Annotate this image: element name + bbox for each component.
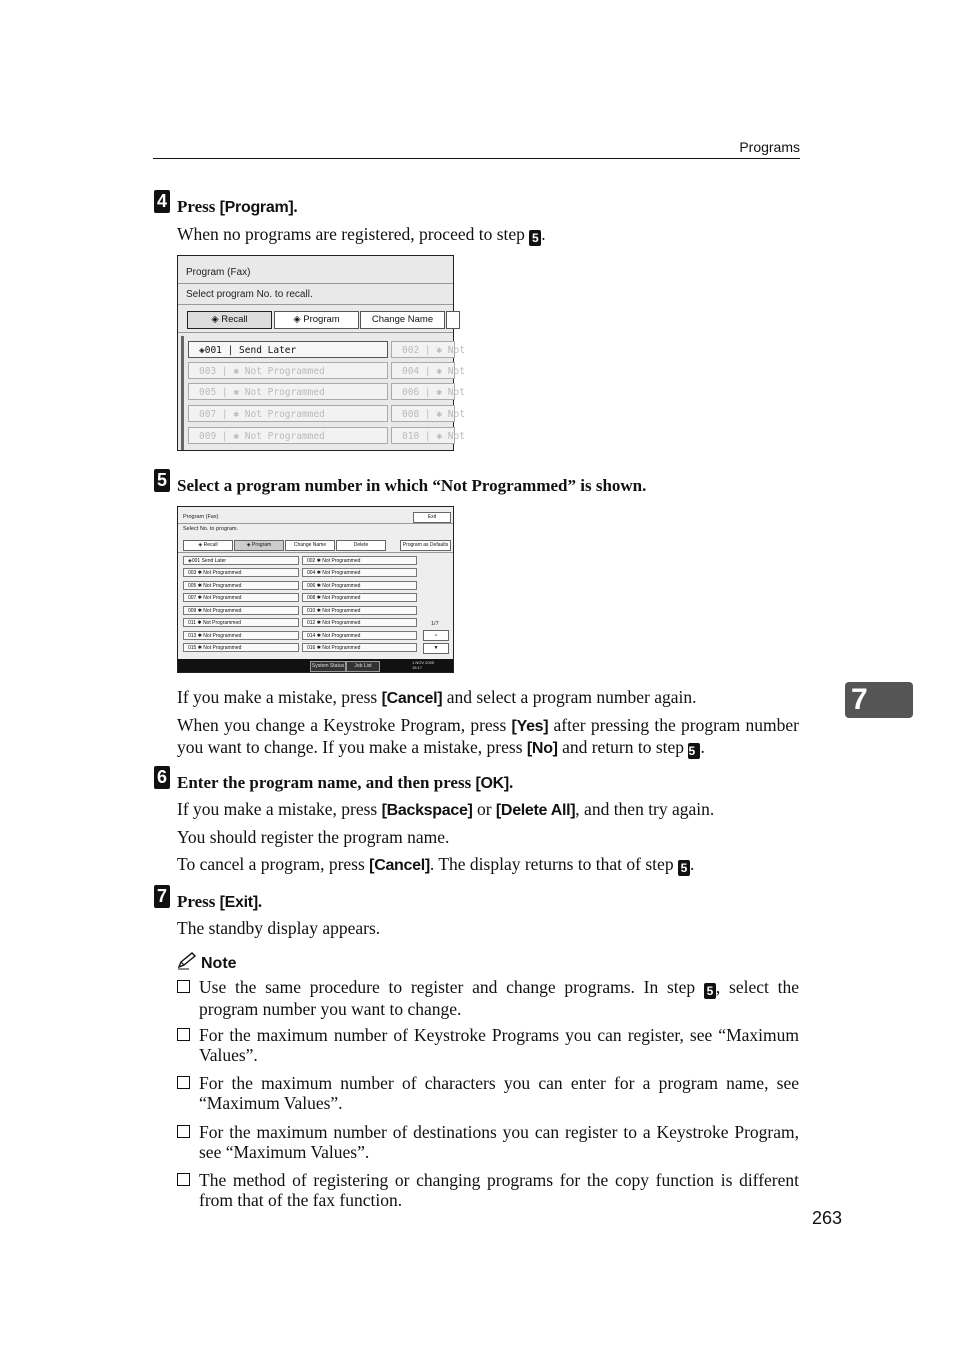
program-row[interactable]: 016 ✱ Not Programmed: [302, 643, 417, 652]
step-number: 6: [154, 766, 170, 789]
key-label: [Program]: [219, 199, 294, 216]
step-text: You should register the program name.: [177, 827, 450, 847]
step-number: 7: [154, 885, 170, 908]
header-rule: [153, 158, 800, 159]
program-row[interactable]: 008 ✱ Not Programmed: [302, 593, 417, 602]
program-row[interactable]: 009 ✱ Not Programmed: [183, 606, 299, 615]
program-fax-screen-recall: [177, 255, 465, 451]
checkbox-bullet-icon: [177, 980, 190, 993]
program-row[interactable]: 002 ✱ Not Programmed: [302, 556, 417, 565]
step-ref: 5: [678, 860, 690, 876]
step-ref: 5: [688, 743, 700, 759]
more-button[interactable]: [446, 311, 460, 329]
recall-button[interactable]: ◈ Recall: [183, 540, 233, 551]
checkbox-bullet-icon: [177, 1173, 190, 1186]
page-number: 263: [812, 1208, 843, 1228]
screen-instruction: Select No. to program.: [183, 526, 239, 532]
program-button[interactable]: ◈ Program: [274, 311, 359, 329]
status-bar: [178, 659, 453, 672]
note-item: For the maximum number of Keystroke Programs you can register, see “Maximum Values”.: [177, 1025, 799, 1067]
program-row[interactable]: 006 | ✱ Not: [391, 383, 455, 400]
step-title: Press [Program].: [177, 197, 298, 216]
exit-button[interactable]: Exit: [413, 512, 451, 523]
step-number: 4: [154, 190, 170, 213]
change-name-button[interactable]: Change Name: [360, 311, 445, 329]
step-text: The standby display appears.: [177, 918, 381, 938]
program-row[interactable]: 006 ✱ Not Programmed: [302, 581, 417, 590]
program-row[interactable]: 002 | ✱ Not: [391, 341, 455, 358]
program-button[interactable]: ◈ Program: [234, 540, 284, 551]
screen-instruction: Select program No. to recall.: [186, 289, 313, 300]
key-label: [Cancel]: [381, 690, 443, 707]
delete-button[interactable]: Delete: [336, 540, 386, 551]
step-text: When you change a Keystroke Program, press [Yes] after pressing the program number you want to change. If you make a mistake, press [No] and return to step 5 .: [177, 715, 799, 758]
datetime: 1 NOV 2005 15:17: [412, 660, 435, 670]
job-list-button[interactable]: Job List: [346, 661, 380, 672]
program-row[interactable]: 009 | ✱ Not Programmed: [188, 427, 388, 444]
program-row[interactable]: 003 | ✱ Not Programmed: [188, 362, 388, 379]
page-indicator: 1/7: [431, 621, 439, 627]
step-ref: 5: [529, 230, 541, 246]
program-row[interactable]: 011 ✱ Not Programmed: [183, 618, 299, 627]
step-number: 5: [154, 469, 170, 492]
running-header: Programs: [739, 139, 800, 155]
program-row[interactable]: 007 ✱ Not Programmed: [183, 593, 299, 602]
note-item: The method of registering or changing programs for the copy function is different from that of the fax function.: [177, 1170, 799, 1212]
program-fax-screen-program: [177, 506, 454, 673]
key-label: [OK]: [475, 775, 509, 792]
program-row[interactable]: 007 | ✱ Not Programmed: [188, 405, 388, 422]
program-row[interactable]: 014 ✱ Not Programmed: [302, 631, 417, 640]
key-label: [Exit]: [219, 894, 258, 911]
note-item: For the maximum number of destinations you can register to a Keystroke Program, see “Maximum Values”.: [177, 1122, 799, 1164]
scroll-up-button[interactable]: ▲: [423, 630, 449, 641]
note-item: For the maximum number of characters you can enter for a program name, see “Maximum Values”.: [177, 1073, 799, 1115]
key-label: [Backspace]: [381, 802, 473, 819]
step-text: If you make a mistake, press [Cancel] and select a program number again.: [177, 687, 697, 707]
program-row[interactable]: ◈001 | Send Later: [188, 341, 388, 358]
step-title: Press [Exit].: [177, 892, 263, 911]
checkbox-bullet-icon: [177, 1028, 190, 1041]
program-row[interactable]: 004 ✱ Not Programmed: [302, 568, 417, 577]
step-text: When no programs are registered, proceed to step 5 .: [177, 224, 546, 245]
key-label: [No]: [526, 740, 558, 757]
checkbox-bullet-icon: [177, 1125, 190, 1138]
program-row[interactable]: 015 ✱ Not Programmed: [183, 643, 299, 652]
program-row[interactable]: ◈001 Send Later: [183, 556, 299, 565]
recall-button[interactable]: ◈ Recall: [187, 311, 272, 329]
step-title: Select a program number in which “Not Programmed” is shown.: [177, 476, 647, 495]
step-text: To cancel a program, press [Cancel]. The display returns to that of step 5 .: [177, 854, 695, 875]
step-title: Enter the program name, and then press [OK].: [177, 773, 514, 792]
program-row[interactable]: 012 ✱ Not Programmed: [302, 618, 417, 627]
program-row[interactable]: 005 ✱ Not Programmed: [183, 581, 299, 590]
system-status-button[interactable]: System Status: [310, 661, 346, 672]
program-row[interactable]: 004 | ✱ Not: [391, 362, 455, 379]
program-row[interactable]: 008 | ✱ Not: [391, 405, 455, 422]
key-label: [Yes]: [511, 718, 549, 735]
scroll-edge: [181, 336, 184, 450]
program-row[interactable]: 003 ✱ Not Programmed: [183, 568, 299, 577]
chapter-tab: 7: [845, 682, 913, 718]
step-ref: 5: [704, 983, 716, 999]
note-heading: Note: [177, 952, 237, 973]
program-row[interactable]: 010 | ✱ Not: [391, 427, 455, 444]
step-text: If you make a mistake, press [Backspace] or [Delete All], and then try again.: [177, 799, 715, 819]
scroll-down-button[interactable]: ▼: [423, 643, 449, 654]
note-item: Use the same procedure to register and change programs. In step 5 , select the program number you want to change.: [177, 977, 799, 1019]
pencil-icon: [177, 952, 197, 970]
program-row[interactable]: 013 ✱ Not Programmed: [183, 631, 299, 640]
key-label: [Delete All]: [495, 802, 576, 819]
key-label: [Cancel]: [369, 857, 430, 874]
program-as-defaults-button[interactable]: Program as Defaults: [400, 540, 451, 551]
checkbox-bullet-icon: [177, 1076, 190, 1089]
program-row[interactable]: 005 | ✱ Not Programmed: [188, 383, 388, 400]
screen-title: Program (Fax): [183, 514, 219, 520]
change-name-button[interactable]: Change Name: [285, 540, 335, 551]
screen-title: Program (Fax): [186, 267, 251, 278]
program-row[interactable]: 010 ✱ Not Programmed: [302, 606, 417, 615]
